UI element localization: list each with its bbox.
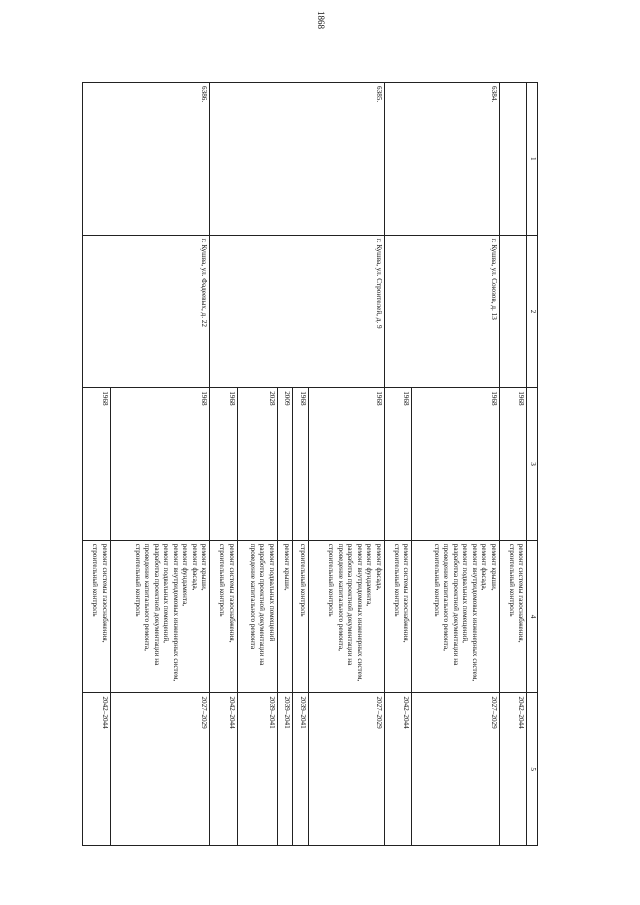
repair-works bbox=[293, 540, 309, 693]
repair-work-item: строительный контроль bbox=[91, 543, 100, 617]
commissioning-year: 1968 bbox=[384, 388, 412, 541]
repair-works bbox=[83, 540, 111, 693]
rotated-table-wrapper bbox=[82, 82, 538, 846]
object-address: г. Кушва, ул. Союзов, д. 13 bbox=[384, 235, 499, 388]
repair-works bbox=[237, 540, 277, 693]
commissioning-year: 2009 bbox=[277, 388, 293, 541]
repair-work-item: ремонт фасада, bbox=[480, 543, 489, 591]
repair-work-item: проведение капитального ремонта, bbox=[336, 543, 345, 651]
repair-work-item: ремонт крыши, bbox=[283, 543, 292, 591]
table-body bbox=[83, 83, 528, 846]
repair-work-item: строительный контроль bbox=[327, 543, 336, 617]
planned-period: 2042–2044 bbox=[83, 693, 111, 846]
repair-work-item: строительный контроль bbox=[392, 543, 401, 617]
repair-work-item: проведение капитального ремонта, bbox=[143, 543, 152, 651]
repair-work-item: ремонт внутридомовых инженерных систем, bbox=[355, 543, 364, 682]
planned-period: 2027–2029 bbox=[412, 693, 500, 846]
repair-work-item: строительный контроль bbox=[133, 543, 142, 617]
planned-period: 2042–2044 bbox=[210, 693, 238, 846]
repair-work-item: строительный контроль bbox=[508, 543, 516, 617]
object-number bbox=[499, 83, 527, 236]
repair-work-item: строительный контроль bbox=[432, 543, 441, 617]
repair-works bbox=[384, 540, 412, 693]
repair-work-item: ремонт фасада, bbox=[190, 543, 199, 591]
repair-work-item: ремонт крыши, bbox=[200, 543, 209, 591]
planned-period: 2027–2029 bbox=[309, 693, 385, 846]
commissioning-year: 1968 bbox=[412, 388, 500, 541]
capital-repair-table bbox=[82, 82, 538, 846]
repair-work-item: строительный контроль bbox=[299, 543, 308, 617]
commissioning-year: 1968 bbox=[210, 388, 238, 541]
object-address bbox=[499, 235, 527, 388]
planned-period: 2039–2041 bbox=[277, 693, 293, 846]
column-header: 4 bbox=[527, 540, 538, 693]
object-number: 6386. bbox=[83, 83, 210, 236]
repair-work-item: проведение капитального ремонта bbox=[248, 543, 257, 650]
repair-work-item: ремонт системы газоснабжения, bbox=[100, 543, 109, 643]
column-number-row bbox=[527, 83, 538, 846]
repair-works bbox=[277, 540, 293, 693]
commissioning-year: 1968 bbox=[499, 388, 527, 541]
repair-work-item: проведение капитального ремонта, bbox=[442, 543, 451, 651]
repair-work-item: ремонт внутридомовых инженерных систем, bbox=[470, 543, 479, 682]
object-address: г. Кушва, ул. Фадеевых, д. 22 bbox=[83, 235, 210, 388]
repair-work-item: ремонт подвальных помещений, bbox=[162, 543, 171, 643]
repair-works bbox=[499, 540, 527, 693]
commissioning-year: 1968 bbox=[293, 388, 309, 541]
table-row bbox=[110, 83, 209, 846]
repair-work-item: разработка проектной документации на bbox=[258, 543, 267, 666]
repair-work-item: ремонт крыши, bbox=[489, 543, 498, 591]
repair-works bbox=[110, 540, 209, 693]
commissioning-year: 1968 bbox=[309, 388, 385, 541]
table-row bbox=[412, 83, 500, 846]
planned-period: 2039–2041 bbox=[237, 693, 277, 846]
column-header: 2 bbox=[527, 235, 538, 388]
page-number: 1868 bbox=[316, 11, 326, 29]
repair-work-item: ремонт фасада, bbox=[374, 543, 383, 591]
planned-period: 2027–2029 bbox=[110, 693, 209, 846]
repair-work-item: строительный контроль bbox=[218, 543, 227, 617]
repair-work-item: ремонт подвальных помещений, bbox=[461, 543, 470, 643]
repair-work-item: ремонт внутридомовых инженерных систем, bbox=[171, 543, 180, 682]
repair-work-item: ремонт системы газоснабжения, bbox=[517, 543, 526, 643]
column-header: 1 bbox=[527, 83, 538, 236]
planned-period: 2039–2041 bbox=[293, 693, 309, 846]
repair-work-item: разработка проектной документации на bbox=[346, 543, 355, 666]
column-header: 5 bbox=[527, 693, 538, 846]
column-header: 3 bbox=[527, 388, 538, 541]
commissioning-year: 1968 bbox=[110, 388, 209, 541]
commissioning-year: 2028 bbox=[237, 388, 277, 541]
repair-work-item: ремонт системы газоснабжения, bbox=[402, 543, 411, 643]
repair-work-item: ремонт подвальных помещений bbox=[267, 543, 276, 642]
repair-work-item: разработка проектной документации на bbox=[152, 543, 161, 666]
repair-work-item: ремонт фундамента, bbox=[181, 543, 190, 607]
repair-works bbox=[412, 540, 500, 693]
planned-period: 2042–2044 bbox=[499, 693, 527, 846]
repair-work-item: ремонт системы газоснабжения, bbox=[227, 543, 236, 643]
object-number: 6385. bbox=[210, 83, 384, 236]
table-row bbox=[499, 83, 527, 846]
repair-work-item: ремонт фундамента, bbox=[365, 543, 374, 607]
planned-period: 2042–2044 bbox=[384, 693, 412, 846]
commissioning-year: 1968 bbox=[83, 388, 111, 541]
repair-work-item: разработка проектной документации на bbox=[451, 543, 460, 666]
table-row bbox=[309, 83, 385, 846]
object-number: 6384. bbox=[384, 83, 499, 236]
object-address: г. Кушва, ул. Строителей, д. 9 bbox=[210, 235, 384, 388]
repair-works bbox=[210, 540, 238, 693]
repair-works bbox=[309, 540, 385, 693]
